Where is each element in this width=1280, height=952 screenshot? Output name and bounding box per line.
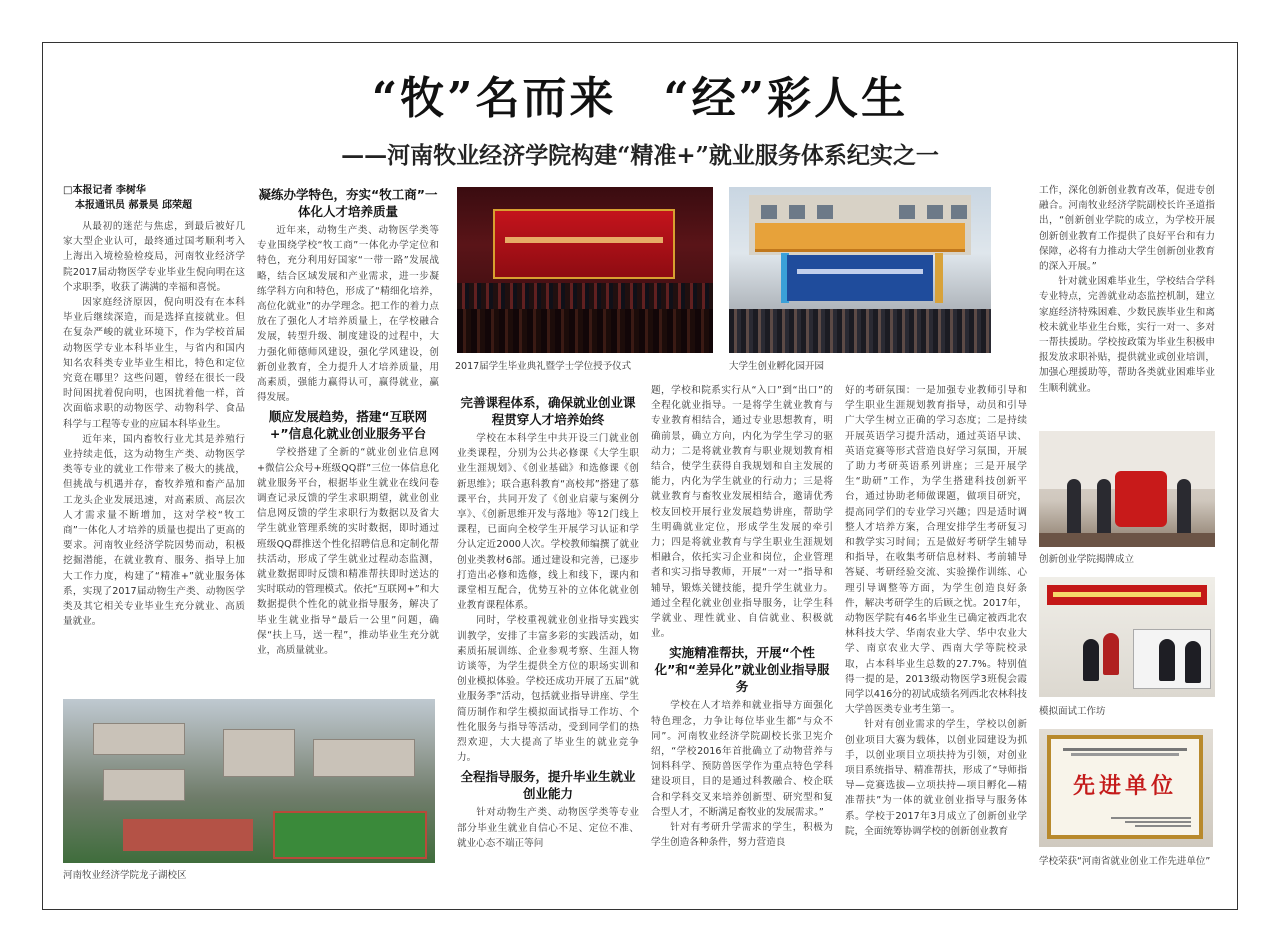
paragraph: 学校搭建了全新的“就业创业信息网+微信公众号+班级QQ群”三位一体信息化就业服务平台，根据毕业生就业在线问卷调查记录反馈的学生求职期望，就业创业信息网反馈的学生求职行为数据以及省大学生就业管理系统的实时数据，即时通过班级QQ群推送个性化招聘信息和定制化帮扶活动，形成了学生就业过程动态监测，就业数据即时反馈和精准帮扶即时送达的实时联动的管理模式。依托“互联网+”和大数据提供个性化的就业指导服务，解决了毕业生就业指导“最后一公里”问题，确保“扶上马，送一程”，推动毕业生充分就业，高质量就业。	[257, 447, 439, 657]
running-track	[123, 819, 253, 851]
section-heading: 凝练办学特色，夯实“牧工商”一体化人才培养质量	[258, 187, 438, 219]
section-heading: 完善课程体系，确保就业创业课程贯穿人才培养始终	[460, 395, 636, 427]
paragraph: 近年来，国内畜牧行业尤其是养殖行业持续走低，这为动物生产类、动物医学类等专业的就业工作带来了极大的挑战，但挑战与机遇并存，畜牧养殖和畜产品加工龙头企业发展迅速，对高素质、高层次人才需求量不断增加，这对学校“牧工商”一体化人才培养的质量也提出了更高的要求。河南牧业经济学院因势而动，积极挖掘潜能，在就业教育、服务、指导上加大工作力度，构建了“精准+”就业服务体系，实现了2017届动物生产类、动物医学类及其它相关专业毕业生充分就业、高质量就业。	[63, 433, 245, 628]
park-banner	[787, 255, 933, 301]
audience	[729, 309, 991, 353]
photo-campus-aerial	[63, 699, 435, 863]
sports-field	[273, 811, 427, 859]
paragraph: 针对有考研升学需求的学生，积极为学生创造各种条件，努力营造良	[651, 822, 833, 849]
stage-screen	[493, 209, 675, 279]
plaque-header-lines	[1057, 745, 1193, 756]
article-column-6	[1039, 183, 1215, 423]
section-heading: 全程指导服务，提升毕业生就业创业能力	[460, 769, 636, 802]
byline-reporter: □本报记者 李树华	[63, 185, 146, 196]
paragraph: 因家庭经济原因，倪向明没有在本科毕业后继续深造，而是选择直接就业。但在复杂严峻的就业环境下，作为学校首届动物医学专业本科毕业生，与省内和国内知名农科类专业毕业生相比，特色和定位究竟在哪里？这些问题，曾经在很长一段时间困扰着倪向明，也困扰着他一样，首次面临求职的动物医学、动物科学、食品科学与工程等专业的应届本科毕业生。	[63, 297, 245, 430]
photo-mock-interview	[1039, 577, 1215, 697]
entrance-canopy	[755, 223, 965, 252]
photo-caption-interview: 模拟面试工作坊	[1039, 706, 1106, 717]
photo-caption-unveiling: 创新创业学院揭牌成立	[1039, 554, 1135, 565]
subheadline: ——河南牧业经济学院构建“精准+”就业服务体系纪实之一	[341, 142, 939, 169]
plaque-issuer-lines	[1111, 815, 1191, 829]
byline-correspondents: 本报通讯员 郝景昊 邱荣超	[75, 200, 192, 211]
paragraph: 近年来，动物生产类、动物医学类等专业围绕学校“牧工商”一体化办学定位和特色，充分利用好国家“一带一路”发展战略，结合区域发展和产业需求，进一步凝练学科方向和特色，形成了“精细化培养，高位化就业”的办学理念。把工作的着力点放在了强化人才培养质量上，在学校融合发展，转型升级、制度建设的过程中，大力强化师德师风建设，强化学风建设，创新创业教育，全力提升人才培养质量，用高素质，强能力赢得认可，赢得就业，赢得发展。	[257, 225, 439, 404]
photo-caption-plaque: 学校荣获“河南省就业创业工作先进单位”	[1039, 856, 1211, 867]
article-column-1	[63, 183, 245, 703]
paragraph: 工作，深化创新创业教育改革，促进专创融合。河南牧业经济学院副校长许圣道指出，“创新创业学院的成立，为学校开展创新创业教育工作提供了良好平台和有力保障，必将有力推动大学生创新创业教育的深入开展。”	[1039, 185, 1215, 273]
award-plaque	[1047, 735, 1203, 839]
paragraph: 学校在人才培养和就业指导方面强化特色理念，力争让每位毕业生都“与众不同”。河南牧业经济学院副校长张卫宪介绍，“学校2016年首批确立了动物营养与饲料科学、预防兽医学作为重点特色学科建设项目，目的是通过科教融合、校企联合和学科交叉来培养创新型、研究型和复合型人才，不断满足畜牧业的发展需求。”	[651, 700, 833, 818]
photo-caption-park: 大学生创业孵化园开园	[729, 361, 825, 372]
plaque-title: 先进单位	[1072, 773, 1177, 799]
paragraph: 题，学校和院系实行从“入口”到“出口”的全程化就业指导。一是将学生就业教育与专业教育相结合，通过专业思想教育，明确前景，确立方向，内化为学生学习的驱动力；二是将就业教育与职业规划教育相结合，使学生获得自我规划和自主发展的能力，内化为学生就业的行动力；三是将就业教育与畜牧业发展相结合，邀请优秀校友回校开展行业发展趋势讲座，帮助学生明确就业定位，形成学生发展的牵引力；四是将就业教育与学生职业生涯规划相融合，依托实习企业和岗位，企业管理者和实习指导教师，开展“一对一”指导和辅导，锻炼关键技能，提升学生就业力。通过全程化就业创业指导服务，让学生科学就业、理性就业、自信就业、积极就业。	[651, 385, 833, 640]
photo-award-plaque	[1039, 729, 1213, 847]
section-heading: 实施精准帮扶，开展“个性化”和“差异化”就业创业指导服务	[654, 645, 830, 695]
section-heading: 顺应发展趋势，搭建“互联网+”信息化就业创业服务平台	[268, 409, 428, 442]
article-column-5	[845, 383, 1027, 903]
paragraph: 好的考研氛围：一是加强专业教师引导和学生职业生涯规划教育指导，动员和引导广大学生树立正确的学习态度；二是持续开展英语学习提升活动，通过英语早读、英语竞赛等形式营造良好学习氛围，开展了助力考研英语系列讲座；三是开展学生“助研”工作，为学生搭建科技创新平台，通过协助老师做课题，做项目研究，提高同学们的专业学习兴趣；四是适时调整人才培养方案，合理安排学生考研复习和教学实习时间；五是做好考研学生辅导和指导，在收集考研信息材料、考前辅导答疑、考研经验交流、实验操作训练、心理引导调整等方面，为学生创造良好条件，解决考研学生的后顾之忧。2017年，动物医学院有46名毕业生已确定被西北农林科技大学、华南农业大学、华中农业大学、南京农业大学、西南大学等院校录取，占本科毕业生总数的27.7%。特别值得一提的是，2013级动物医学3班倪会霞同学以416分的初试成绩名列西北农林科技大学兽医类专业考生第一。	[845, 385, 1027, 716]
paragraph: 从最初的迷茫与焦虑，到最后被好几家大型企业认可，最终通过国考顺利考入上海出入境检验检疫局，河南牧业经济学院2017届动物医学专业毕业生倪向明在这个求职季，收获了满满的幸福和喜悦。	[63, 221, 245, 293]
photo-caption-campus: 河南牧业经济学院龙子湖校区	[63, 870, 187, 881]
photo-caption-ceremony: 2017届学生毕业典礼暨学士学位授予仪式	[455, 361, 632, 372]
paragraph: 针对就业困难毕业生，学校结合学科专业特点，完善就业动态监控机制，建立家庭经济特殊困难、少数民族毕业生和离校未就业毕业生台账，实行一对一、多对一帮扶援助。学校按政策为毕业生积极申报发放求职补贴，提供就业或创业培训，加强心理援助等，帮助各类就业困难毕业生顺利就业。	[1039, 276, 1215, 394]
photo-incubation-park	[729, 187, 991, 353]
paragraph: 同时，学校重视就业创业指导实践实训教学，安排了丰富多彩的实践活动，如素质拓展训练、企业参观考察、生涯人物访谈等，为学生提供全方位的职场实训和创业模拟体验。学校还成功开展了五届“就业服务季”活动，包括就业指导讲座、学生简历制作和学生模拟面试指导工作坊、个性化服务与指导等活动，受到同学们的热烈欢迎，大大提高了毕业生的就业竞争力。	[457, 615, 639, 764]
stage-graduates	[457, 283, 713, 309]
paragraph: 学校在本科学生中共开设三门就业创业类课程，分别为公共必修课《大学生职业生涯规划》、《创业基础》和选修课《创新思维》；联合惠科教育“高校邦”搭建了慕课平台，共同开发了《创业启蒙与案例分享》、《创新思维开发与落地》等12门线上课程，已面向全校学生开展学习认证和学分认定近2000人次。学校教师编撰了就业创业类教材6部。通过建设和完善，已逐步打造出必修和选修，线上和线下，课内和课堂相互配合，优势互补的立体化就业创业教育课程体系。	[457, 433, 639, 612]
workshop-banner	[1047, 585, 1207, 605]
paragraph: 针对有创业需求的学生，学校以创新创业项目大赛为载体，以创业园建设为抓手，以创业项目立项扶持为引领，对创业项目系统指导、精准帮扶，形成了“导师指导—竞赛选拔—立项扶持—项目孵化—精准帮扶”为一体的就业创业指导与服务体系。学校于2017年3月成立了创新创业学院，全面统筹协调学校的创新创业教育	[845, 719, 1027, 837]
article-column-3	[457, 391, 639, 903]
audience	[457, 309, 713, 353]
article-column-4	[651, 383, 833, 903]
photo-graduation-ceremony	[457, 187, 713, 353]
photo-college-unveiling	[1039, 431, 1215, 547]
paragraph: 针对动物生产类、动物医学类等专业部分毕业生就业自信心不足、定位不准、就业心态不端正等问	[457, 807, 639, 849]
byline	[63, 183, 245, 213]
newspaper-page	[42, 42, 1238, 910]
unveiling-cloth	[1115, 471, 1167, 527]
headline: “牧”名而来 “经”彩人生	[371, 73, 909, 124]
article-column-2	[257, 183, 439, 693]
